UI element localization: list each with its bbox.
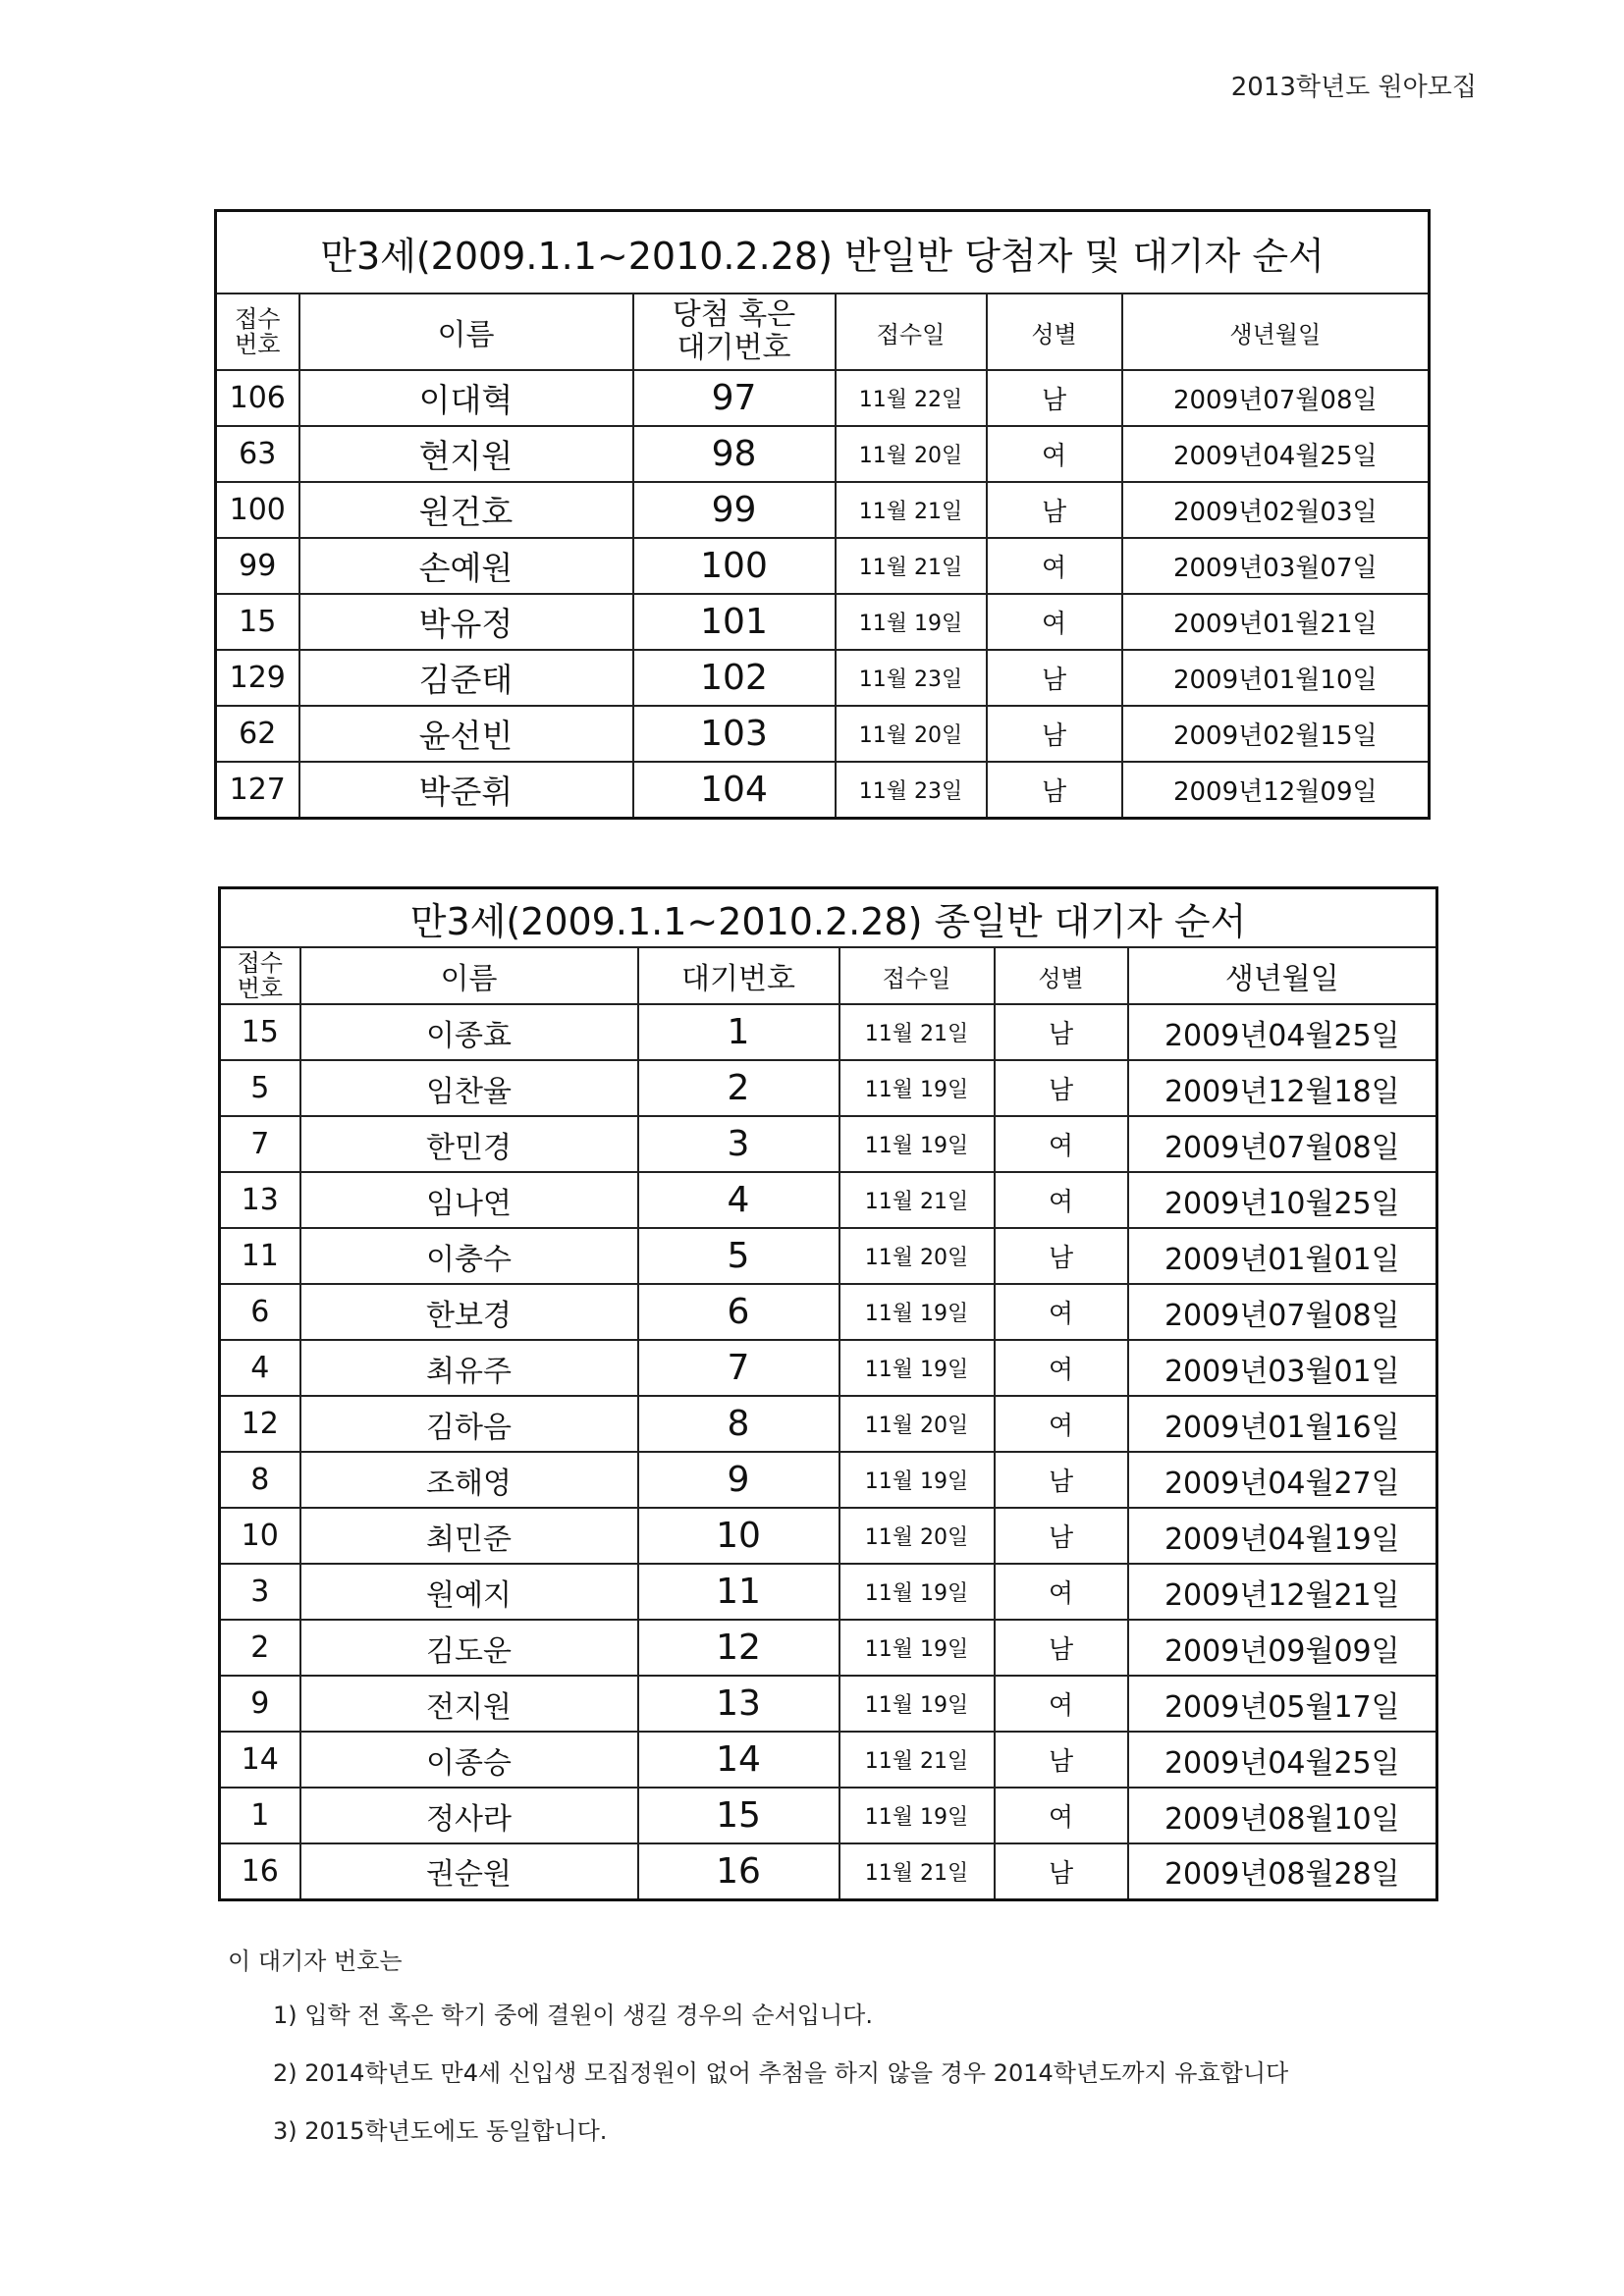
table-row — [216, 706, 1430, 762]
cell-name: 이충수 — [300, 1228, 638, 1284]
cell-gender: 남 — [995, 1620, 1128, 1676]
cell-num: 1 — [638, 1004, 839, 1060]
cell-reg: 100 — [216, 482, 299, 538]
cell-num: 6 — [638, 1284, 839, 1340]
table-header-row — [216, 294, 1430, 370]
table-row — [220, 1676, 1437, 1732]
header-wait-no: 대기번호 — [638, 947, 839, 1004]
cell-name: 임찬율 — [300, 1060, 638, 1116]
cell-reg: 63 — [216, 426, 299, 482]
cell-num: 104 — [633, 762, 836, 818]
cell-reg: 14 — [220, 1732, 300, 1788]
cell-reg: 4 — [220, 1340, 300, 1396]
cell-name: 이대혁 — [299, 370, 633, 426]
table-row — [220, 1228, 1437, 1284]
cell-birth: 2009년04월25일 — [1122, 426, 1430, 482]
cell-birth: 2009년01월01일 — [1128, 1228, 1437, 1284]
table-row — [220, 1116, 1437, 1172]
table-row — [220, 1788, 1437, 1843]
cell-gender: 남 — [987, 482, 1122, 538]
cell-reg: 127 — [216, 762, 299, 818]
cell-num: 101 — [633, 594, 836, 650]
cell-date: 11월 20일 — [836, 706, 987, 762]
cell-name: 김준태 — [299, 650, 633, 706]
cell-name: 박준휘 — [299, 762, 633, 818]
cell-date: 11월 19일 — [839, 1060, 995, 1116]
cell-reg: 99 — [216, 538, 299, 594]
cell-gender: 여 — [987, 426, 1122, 482]
cell-birth: 2009년12월18일 — [1128, 1060, 1437, 1116]
cell-gender: 남 — [995, 1452, 1128, 1508]
cell-date: 11월 20일 — [839, 1508, 995, 1564]
notes-intro: 이 대기자 번호는 — [228, 1948, 403, 1975]
cell-gender: 남 — [995, 1843, 1128, 1899]
note-item: 1) 입학 전 혹은 학기 중에 결원이 생길 경우의 순서입니다. — [273, 2002, 873, 2029]
cell-num: 97 — [633, 370, 836, 426]
cell-name: 현지원 — [299, 426, 633, 482]
cell-reg: 9 — [220, 1676, 300, 1732]
cell-date: 11월 21일 — [839, 1172, 995, 1228]
table-row — [216, 370, 1430, 426]
cell-name: 최민준 — [300, 1508, 638, 1564]
table-row — [220, 1172, 1437, 1228]
cell-gender: 남 — [995, 1004, 1128, 1060]
header-birth: 생년월일 — [1122, 294, 1430, 370]
cell-gender: 남 — [995, 1060, 1128, 1116]
cell-gender: 남 — [987, 370, 1122, 426]
cell-birth: 2009년07월08일 — [1128, 1284, 1437, 1340]
cell-name: 한보경 — [300, 1284, 638, 1340]
cell-date: 11월 19일 — [839, 1116, 995, 1172]
cell-birth: 2009년05월17일 — [1128, 1676, 1437, 1732]
cell-reg: 5 — [220, 1060, 300, 1116]
table-title: 만3세(2009.1.1~2010.2.28) 반일반 당첨자 및 대기자 순서 — [216, 211, 1430, 294]
cell-reg: 129 — [216, 650, 299, 706]
cell-date: 11월 19일 — [839, 1676, 995, 1732]
cell-reg: 1 — [220, 1788, 300, 1843]
cell-reg: 8 — [220, 1452, 300, 1508]
header-wait-no: 당첨 혹은 대기번호 — [633, 294, 836, 370]
table-row — [216, 594, 1430, 650]
table-row — [220, 1452, 1437, 1508]
cell-birth: 2009년03월07일 — [1122, 538, 1430, 594]
cell-gender: 여 — [987, 538, 1122, 594]
cell-name: 원건호 — [299, 482, 633, 538]
cell-num: 4 — [638, 1172, 839, 1228]
cell-name: 손예원 — [299, 538, 633, 594]
cell-reg: 6 — [220, 1284, 300, 1340]
cell-name: 조해영 — [300, 1452, 638, 1508]
cell-birth: 2009년12월09일 — [1122, 762, 1430, 818]
cell-date: 11월 19일 — [839, 1564, 995, 1620]
table-row — [220, 1284, 1437, 1340]
table-title: 만3세(2009.1.1~2010.2.28) 종일반 대기자 순서 — [220, 888, 1437, 948]
cell-name: 이종승 — [300, 1732, 638, 1788]
cell-num: 16 — [638, 1843, 839, 1899]
cell-birth: 2009년04월27일 — [1128, 1452, 1437, 1508]
cell-num: 10 — [638, 1508, 839, 1564]
cell-birth: 2009년08월10일 — [1128, 1788, 1437, 1843]
cell-num: 12 — [638, 1620, 839, 1676]
cell-reg: 62 — [216, 706, 299, 762]
cell-date: 11월 19일 — [839, 1284, 995, 1340]
cell-num: 7 — [638, 1340, 839, 1396]
cell-num: 103 — [633, 706, 836, 762]
cell-gender: 여 — [995, 1396, 1128, 1452]
table-row — [220, 1060, 1437, 1116]
cell-name: 한민경 — [300, 1116, 638, 1172]
cell-num: 9 — [638, 1452, 839, 1508]
table-row — [220, 1564, 1437, 1620]
cell-name: 김도운 — [300, 1620, 638, 1676]
cell-date: 11월 21일 — [839, 1843, 995, 1899]
cell-birth: 2009년04월25일 — [1128, 1732, 1437, 1788]
cell-name: 정사라 — [300, 1788, 638, 1843]
header-date: 접수일 — [836, 294, 987, 370]
cell-reg: 106 — [216, 370, 299, 426]
cell-num: 100 — [633, 538, 836, 594]
notes-section — [228, 1942, 1288, 2169]
cell-birth: 2009년10월25일 — [1128, 1172, 1437, 1228]
cell-date: 11월 22일 — [836, 370, 987, 426]
note-item: 2) 2014학년도 만4세 신입생 모집정원이 없어 추첨을 하지 않을 경우 2014학년도까지 유효합니다 — [273, 2059, 1289, 2087]
cell-num: 5 — [638, 1228, 839, 1284]
cell-gender: 남 — [995, 1228, 1128, 1284]
cell-num: 14 — [638, 1732, 839, 1788]
table-header-row — [220, 947, 1437, 1004]
cell-date: 11월 21일 — [839, 1732, 995, 1788]
table-row — [216, 538, 1430, 594]
full-day-class-table — [218, 886, 1438, 1901]
table-row — [216, 650, 1430, 706]
cell-num: 11 — [638, 1564, 839, 1620]
cell-date: 11월 19일 — [836, 594, 987, 650]
table-row — [220, 1843, 1437, 1899]
cell-date: 11월 23일 — [836, 650, 987, 706]
cell-birth: 2009년07월08일 — [1128, 1116, 1437, 1172]
table-row — [220, 1004, 1437, 1060]
cell-reg: 3 — [220, 1564, 300, 1620]
cell-date: 11월 19일 — [839, 1788, 995, 1843]
cell-gender: 여 — [995, 1564, 1128, 1620]
cell-date: 11월 21일 — [839, 1004, 995, 1060]
cell-reg: 2 — [220, 1620, 300, 1676]
cell-reg: 15 — [216, 594, 299, 650]
table-row — [220, 1340, 1437, 1396]
cell-name: 이종효 — [300, 1004, 638, 1060]
cell-name: 김하음 — [300, 1396, 638, 1452]
cell-num: 15 — [638, 1788, 839, 1843]
cell-reg: 13 — [220, 1172, 300, 1228]
cell-name: 임나연 — [300, 1172, 638, 1228]
header-gender: 성별 — [995, 947, 1128, 1004]
header-reg-no: 접수 번호 — [216, 294, 299, 370]
document-header-label: 2013학년도 원아모집 — [1230, 73, 1477, 102]
cell-num: 102 — [633, 650, 836, 706]
cell-date: 11월 21일 — [836, 538, 987, 594]
cell-reg: 15 — [220, 1004, 300, 1060]
cell-num: 13 — [638, 1676, 839, 1732]
cell-name: 권순원 — [300, 1843, 638, 1899]
cell-reg: 7 — [220, 1116, 300, 1172]
cell-name: 최유주 — [300, 1340, 638, 1396]
cell-gender: 여 — [995, 1284, 1128, 1340]
cell-name: 박유정 — [299, 594, 633, 650]
cell-birth: 2009년07월08일 — [1122, 370, 1430, 426]
cell-birth: 2009년03월01일 — [1128, 1340, 1437, 1396]
cell-num: 99 — [633, 482, 836, 538]
table-row — [220, 1732, 1437, 1788]
cell-name: 윤선빈 — [299, 706, 633, 762]
table-row — [220, 1508, 1437, 1564]
cell-gender: 여 — [995, 1340, 1128, 1396]
cell-num: 2 — [638, 1060, 839, 1116]
cell-gender: 여 — [995, 1788, 1128, 1843]
cell-reg: 16 — [220, 1843, 300, 1899]
table-row — [220, 1620, 1437, 1676]
header-gender: 성별 — [987, 294, 1122, 370]
cell-birth: 2009년01월21일 — [1122, 594, 1430, 650]
table-row — [216, 426, 1430, 482]
notes-list — [228, 1996, 1288, 2146]
cell-birth: 2009년02월15일 — [1122, 706, 1430, 762]
cell-name: 원예지 — [300, 1564, 638, 1620]
cell-date: 11월 20일 — [836, 426, 987, 482]
cell-num: 3 — [638, 1116, 839, 1172]
cell-date: 11월 20일 — [839, 1396, 995, 1452]
half-day-class-table — [214, 209, 1431, 820]
cell-birth: 2009년01월10일 — [1122, 650, 1430, 706]
cell-gender: 여 — [987, 594, 1122, 650]
cell-date: 11월 21일 — [836, 482, 987, 538]
note-item: 3) 2015학년도에도 동일합니다. — [273, 2117, 608, 2145]
cell-gender: 여 — [995, 1172, 1128, 1228]
cell-name: 전지원 — [300, 1676, 638, 1732]
header-name: 이름 — [300, 947, 638, 1004]
header-name: 이름 — [299, 294, 633, 370]
cell-gender: 여 — [995, 1116, 1128, 1172]
cell-birth: 2009년09월09일 — [1128, 1620, 1437, 1676]
cell-gender: 남 — [995, 1508, 1128, 1564]
cell-gender: 남 — [987, 706, 1122, 762]
cell-date: 11월 19일 — [839, 1452, 995, 1508]
cell-birth: 2009년12월21일 — [1128, 1564, 1437, 1620]
cell-date: 11월 20일 — [839, 1228, 995, 1284]
cell-num: 98 — [633, 426, 836, 482]
cell-reg: 11 — [220, 1228, 300, 1284]
table-row — [216, 762, 1430, 818]
header-date: 접수일 — [839, 947, 995, 1004]
cell-reg: 10 — [220, 1508, 300, 1564]
cell-birth: 2009년04월25일 — [1128, 1004, 1437, 1060]
cell-gender: 남 — [987, 762, 1122, 818]
cell-date: 11월 19일 — [839, 1340, 995, 1396]
table-row — [216, 482, 1430, 538]
cell-gender: 남 — [987, 650, 1122, 706]
table-row — [220, 1396, 1437, 1452]
cell-gender: 여 — [995, 1676, 1128, 1732]
header-birth: 생년월일 — [1128, 947, 1437, 1004]
cell-gender: 남 — [995, 1732, 1128, 1788]
cell-birth: 2009년08월28일 — [1128, 1843, 1437, 1899]
header-reg-no: 접수 번호 — [220, 947, 300, 1004]
cell-date: 11월 19일 — [839, 1620, 995, 1676]
cell-birth: 2009년02월03일 — [1122, 482, 1430, 538]
cell-date: 11월 23일 — [836, 762, 987, 818]
cell-birth: 2009년04월19일 — [1128, 1508, 1437, 1564]
cell-reg: 12 — [220, 1396, 300, 1452]
cell-num: 8 — [638, 1396, 839, 1452]
cell-birth: 2009년01월16일 — [1128, 1396, 1437, 1452]
